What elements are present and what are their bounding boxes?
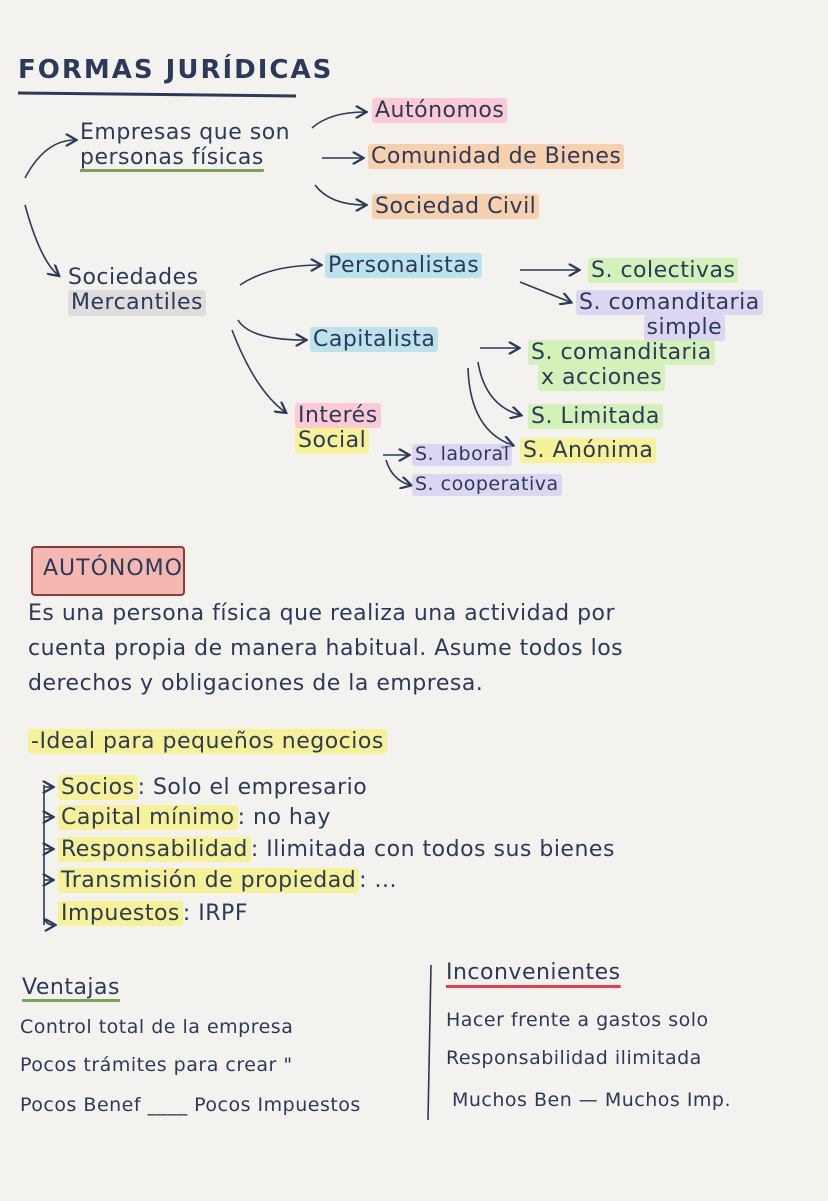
interes-social-label: Interés Social [295,403,381,454]
autonomo-definition-line-1: Es una persona física que realiza una actividad por [28,601,616,626]
s-limitada-label: S. Limitada [528,404,663,429]
autonomo-heading: AUTÓNOMO [43,556,183,581]
list-item: Socios : Solo el empresario [58,775,367,800]
inconvenientes-item: Muchos Ben — Muchos Imp. [452,1089,732,1111]
page-title: FORMAS JURÍDICAS [18,55,334,85]
sociedades-mercantiles-label: Sociedades Mercantiles [68,265,206,316]
arrow-autonomos [312,112,365,128]
s-laboral-label: S. laboral [412,444,512,466]
arrow-sociedad-civil [315,185,365,205]
ventajas-heading: Ventajas [22,975,120,1000]
arrow-cooperativa [386,460,410,485]
title-underline [18,93,296,96]
s-anonima-label: S. Anónima [520,438,656,463]
s-comanditaria-simple-label: S. comanditaria simple [576,290,763,341]
inconvenientes-heading: Inconvenientes [446,960,621,985]
autonomo-definition-line-2: cuenta propia de manera habitual. Asume todos los [28,636,624,661]
s-comanditaria-acciones-label: S. comanditaria x acciones [528,340,715,391]
s-colectivas-label: S. colectivas [588,258,738,283]
arrow-to-sociedades [25,205,58,275]
list-item: Transmisión de propiedad : ... [58,868,397,893]
arrow-to-personas [25,140,75,178]
autonomo-heading-box [31,546,185,596]
inconvenientes-item: Hacer frente a gastos solo [446,1009,709,1031]
arrow-personalistas [240,265,320,285]
autonomos-label: Autónomos [372,98,507,123]
capitalista-label: Capitalista [310,327,438,352]
list-item: Capital mínimo : no hay [58,805,331,830]
s-cooperativa-label: S. cooperativa [412,474,562,496]
arrow-capitalista [238,320,305,340]
sociedad-civil-label: Sociedad Civil [372,194,539,219]
list-item: Impuestos : IRPF [58,901,248,926]
personas-fisicas-label: Empresas que son personas físicas [80,120,291,171]
ventajas-item: Control total de la empresa [20,1016,294,1038]
ventajas-item: Pocos Benef ____ Pocos Impuestos [20,1094,361,1116]
autonomo-definition-line-3: derechos y obligaciones de la empresa. [28,671,484,696]
column-divider [428,965,431,1120]
comunidad-bienes-label: Comunidad de Bienes [368,144,624,169]
ventajas-item: Pocos trámites para crear " [20,1054,293,1076]
arrow-limitada [478,362,520,415]
list-item: Responsabilidad : Ilimitada con todos sus bienes [58,837,615,862]
ideal-note: -Ideal para pequeños negocios [28,729,387,754]
arrow-interes-social [232,330,285,412]
personalistas-label: Personalistas [325,253,482,278]
inconvenientes-item: Responsabilidad ilimitada [446,1047,702,1069]
arrow-anonima [468,368,512,445]
arrow-comanditaria-simple [520,282,570,302]
